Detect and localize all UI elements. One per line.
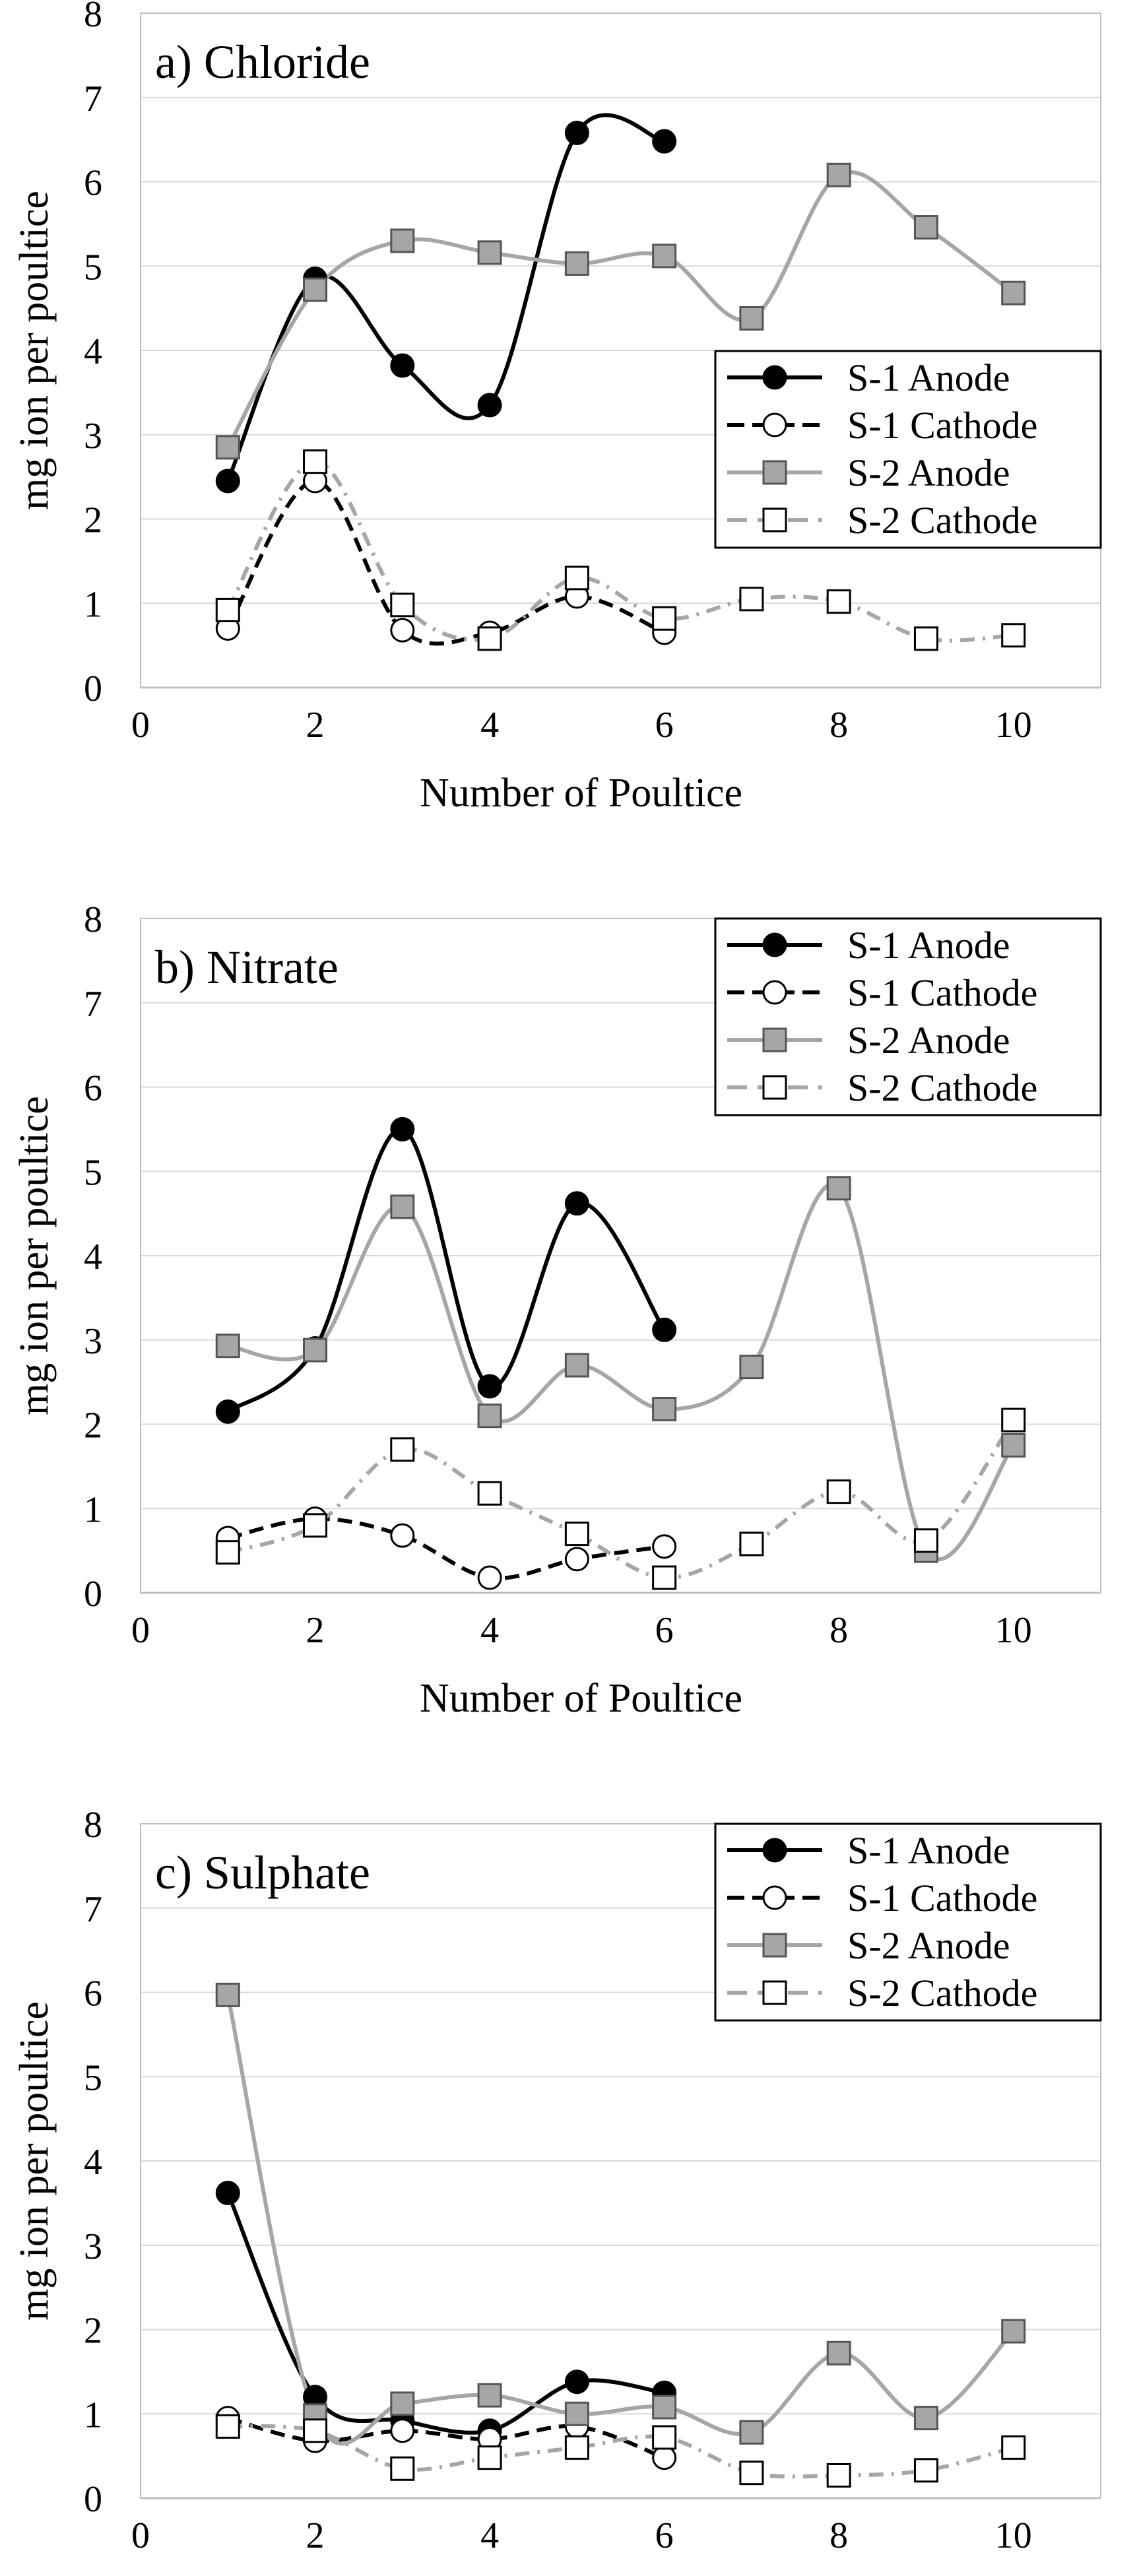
data-point xyxy=(828,2342,850,2364)
data-point xyxy=(216,436,239,459)
data-point xyxy=(216,2415,239,2437)
data-point xyxy=(653,1318,676,1341)
data-point xyxy=(391,354,414,377)
data-point xyxy=(566,1192,588,1215)
data-point xyxy=(915,628,937,650)
legend-marker xyxy=(763,981,786,1004)
data-point xyxy=(216,2182,239,2205)
data-point xyxy=(653,245,676,267)
x-tick-label: 6 xyxy=(655,2515,674,2556)
data-point xyxy=(1002,624,1025,647)
legend-marker xyxy=(763,509,786,531)
y-tick-label: 8 xyxy=(84,0,102,35)
data-point xyxy=(1002,2320,1025,2342)
data-point xyxy=(478,628,501,650)
series-line-3 xyxy=(228,1184,1013,1559)
data-point xyxy=(740,307,763,329)
data-point xyxy=(1002,1409,1025,1431)
y-tick-label: 4 xyxy=(84,2142,102,2183)
y-tick-label: 3 xyxy=(84,415,102,457)
legend-marker xyxy=(763,1981,786,2004)
legend-label: S-2 Cathode xyxy=(847,1066,1038,1109)
data-point xyxy=(478,1405,501,1427)
chart-title: a) Chloride xyxy=(155,36,370,88)
y-tick-label: 2 xyxy=(84,1405,102,1446)
y-axis-title: mg ion per poultice xyxy=(12,191,57,510)
data-point xyxy=(304,278,327,301)
x-tick-label: 2 xyxy=(306,2515,325,2556)
data-point xyxy=(391,1438,414,1461)
data-point xyxy=(391,1524,414,1547)
y-tick-label: 1 xyxy=(84,2395,102,2436)
y-tick-label: 6 xyxy=(84,1068,102,1109)
y-tick-label: 7 xyxy=(84,1888,102,1930)
legend-label: S-2 Cathode xyxy=(847,1972,1038,2014)
x-tick-label: 2 xyxy=(306,705,325,746)
y-tick-label: 1 xyxy=(84,584,102,626)
data-point xyxy=(304,2420,327,2442)
x-tick-label: 10 xyxy=(994,1610,1032,1651)
data-point xyxy=(915,216,937,238)
data-point xyxy=(566,567,588,589)
data-point xyxy=(304,451,327,473)
data-point xyxy=(391,1118,414,1140)
y-tick-label: 0 xyxy=(84,668,102,709)
x-tick-label: 4 xyxy=(480,705,500,746)
y-tick-label: 7 xyxy=(84,983,102,1025)
data-point xyxy=(1002,2436,1025,2459)
y-tick-label: 3 xyxy=(84,1320,102,1362)
y-tick-label: 6 xyxy=(84,1973,102,2014)
data-point xyxy=(653,2396,676,2418)
data-point xyxy=(391,230,414,252)
data-point xyxy=(653,1398,676,1421)
series-line-1 xyxy=(228,115,664,481)
legend xyxy=(715,351,1101,548)
legend-label: S-1 Cathode xyxy=(847,971,1038,1014)
y-tick-label: 4 xyxy=(84,1237,102,1277)
y-tick-label: 7 xyxy=(84,78,102,119)
y-tick-label: 8 xyxy=(84,899,102,940)
x-tick-label: 6 xyxy=(655,705,674,746)
legend-marker xyxy=(763,1934,786,1956)
y-axis-title: mg ion per poultice xyxy=(12,1096,57,1415)
data-point xyxy=(653,1566,676,1589)
legend-label: S-2 Cathode xyxy=(847,499,1038,542)
data-point xyxy=(653,130,676,152)
x-tick-label: 10 xyxy=(994,2515,1032,2556)
legend-marker xyxy=(763,1076,786,1099)
data-point xyxy=(566,121,588,144)
y-tick-label: 2 xyxy=(84,499,102,541)
y-axis-title: mg ion per poultice xyxy=(12,2001,57,2321)
y-tick-label: 3 xyxy=(84,2226,102,2267)
legend-label: S-1 Cathode xyxy=(847,1877,1038,1919)
data-point xyxy=(216,1541,239,1564)
y-tick-label: 5 xyxy=(84,2057,102,2099)
y-tick-label: 1 xyxy=(84,1489,102,1531)
data-point xyxy=(216,1335,239,1357)
legend-marker xyxy=(763,1886,786,1909)
legend-label: S-1 Anode xyxy=(847,924,1010,967)
x-tick-label: 0 xyxy=(131,1610,150,1651)
y-tick-label: 2 xyxy=(84,2310,102,2352)
data-point xyxy=(653,1535,676,1558)
data-point xyxy=(1002,282,1025,304)
legend-marker xyxy=(763,1839,786,1861)
legend-label: S-1 Anode xyxy=(847,356,1010,399)
data-point xyxy=(740,588,763,610)
data-point xyxy=(566,252,588,274)
chart-title: c) Sulphate xyxy=(155,1846,370,1899)
data-point xyxy=(828,2464,850,2487)
legend xyxy=(715,918,1101,1115)
data-point xyxy=(828,591,850,613)
series-line-3 xyxy=(228,1995,1013,2443)
data-point xyxy=(828,1177,850,1200)
data-point xyxy=(216,1983,239,2006)
data-point xyxy=(478,1566,501,1589)
data-point xyxy=(740,1356,763,1378)
data-point xyxy=(566,2402,588,2425)
data-point xyxy=(391,2420,414,2442)
data-point xyxy=(304,1514,327,1537)
legend-marker xyxy=(763,414,786,436)
series-line-4 xyxy=(228,2426,1013,2476)
legend-label: S-1 Anode xyxy=(847,1829,1010,1872)
x-tick-label: 8 xyxy=(829,1610,849,1651)
data-point xyxy=(828,1481,850,1503)
x-tick-label: 0 xyxy=(131,2515,150,2556)
data-point xyxy=(478,1375,501,1398)
y-tick-label: 4 xyxy=(84,331,102,372)
x-tick-label: 8 xyxy=(829,2515,849,2556)
data-point xyxy=(653,2447,676,2469)
data-point xyxy=(216,1400,239,1423)
data-point xyxy=(304,1339,327,1361)
data-point xyxy=(391,619,414,641)
legend-marker xyxy=(763,461,786,484)
data-point xyxy=(566,2371,588,2393)
data-point xyxy=(391,1196,414,1218)
x-tick-label: 4 xyxy=(480,2515,500,2556)
data-point xyxy=(478,394,501,416)
legend-label: S-2 Anode xyxy=(847,1019,1010,1062)
data-point xyxy=(915,2459,937,2482)
legend-label: S-2 Anode xyxy=(847,451,1010,494)
y-tick-label: 0 xyxy=(84,1574,102,1615)
data-point xyxy=(216,598,239,621)
x-axis-title: Number of Poultice xyxy=(419,1676,743,1721)
legend-marker xyxy=(763,366,786,389)
data-point xyxy=(478,1482,501,1504)
legend-marker xyxy=(763,934,786,956)
y-tick-label: 8 xyxy=(84,1805,102,1846)
data-point xyxy=(915,1530,937,1552)
data-point xyxy=(1002,1434,1025,1456)
data-point xyxy=(391,2457,414,2480)
x-tick-label: 8 xyxy=(829,705,849,746)
data-point xyxy=(391,594,414,616)
x-axis-title: Number of Poultice xyxy=(419,771,743,816)
data-point xyxy=(740,1533,763,1555)
chart-panel-3 xyxy=(12,1805,1101,2576)
series-line-2 xyxy=(228,481,664,644)
legend-marker xyxy=(763,1029,786,1051)
chart-panel-2 xyxy=(12,899,1101,1721)
y-tick-label: 6 xyxy=(84,162,102,204)
data-point xyxy=(740,2421,763,2443)
data-point xyxy=(915,2407,937,2430)
chart-panel-1 xyxy=(12,0,1101,816)
data-point xyxy=(478,242,501,264)
data-point xyxy=(653,607,676,629)
data-point xyxy=(566,2436,588,2459)
data-point xyxy=(566,1548,588,1570)
y-tick-label: 0 xyxy=(84,2479,102,2520)
data-point xyxy=(391,2393,414,2415)
chart-title: b) Nitrate xyxy=(155,941,339,994)
x-tick-label: 10 xyxy=(994,705,1032,746)
data-point xyxy=(216,470,239,492)
x-tick-label: 4 xyxy=(480,1610,500,1651)
x-tick-label: 0 xyxy=(131,705,150,746)
data-point xyxy=(566,1354,588,1376)
data-point xyxy=(478,2447,501,2469)
data-point xyxy=(740,2462,763,2484)
data-point xyxy=(828,164,850,186)
series-line-2 xyxy=(228,2418,664,2458)
y-tick-label: 5 xyxy=(84,247,102,288)
data-point xyxy=(478,2384,501,2406)
x-tick-label: 2 xyxy=(306,1610,325,1651)
x-tick-label: 6 xyxy=(655,1610,674,1651)
legend-label: S-2 Anode xyxy=(847,1924,1010,1967)
data-point xyxy=(653,2426,676,2449)
y-tick-label: 5 xyxy=(84,1152,102,1194)
legend xyxy=(715,1824,1101,2020)
data-point xyxy=(566,1523,588,1545)
legend-label: S-1 Cathode xyxy=(847,404,1038,447)
